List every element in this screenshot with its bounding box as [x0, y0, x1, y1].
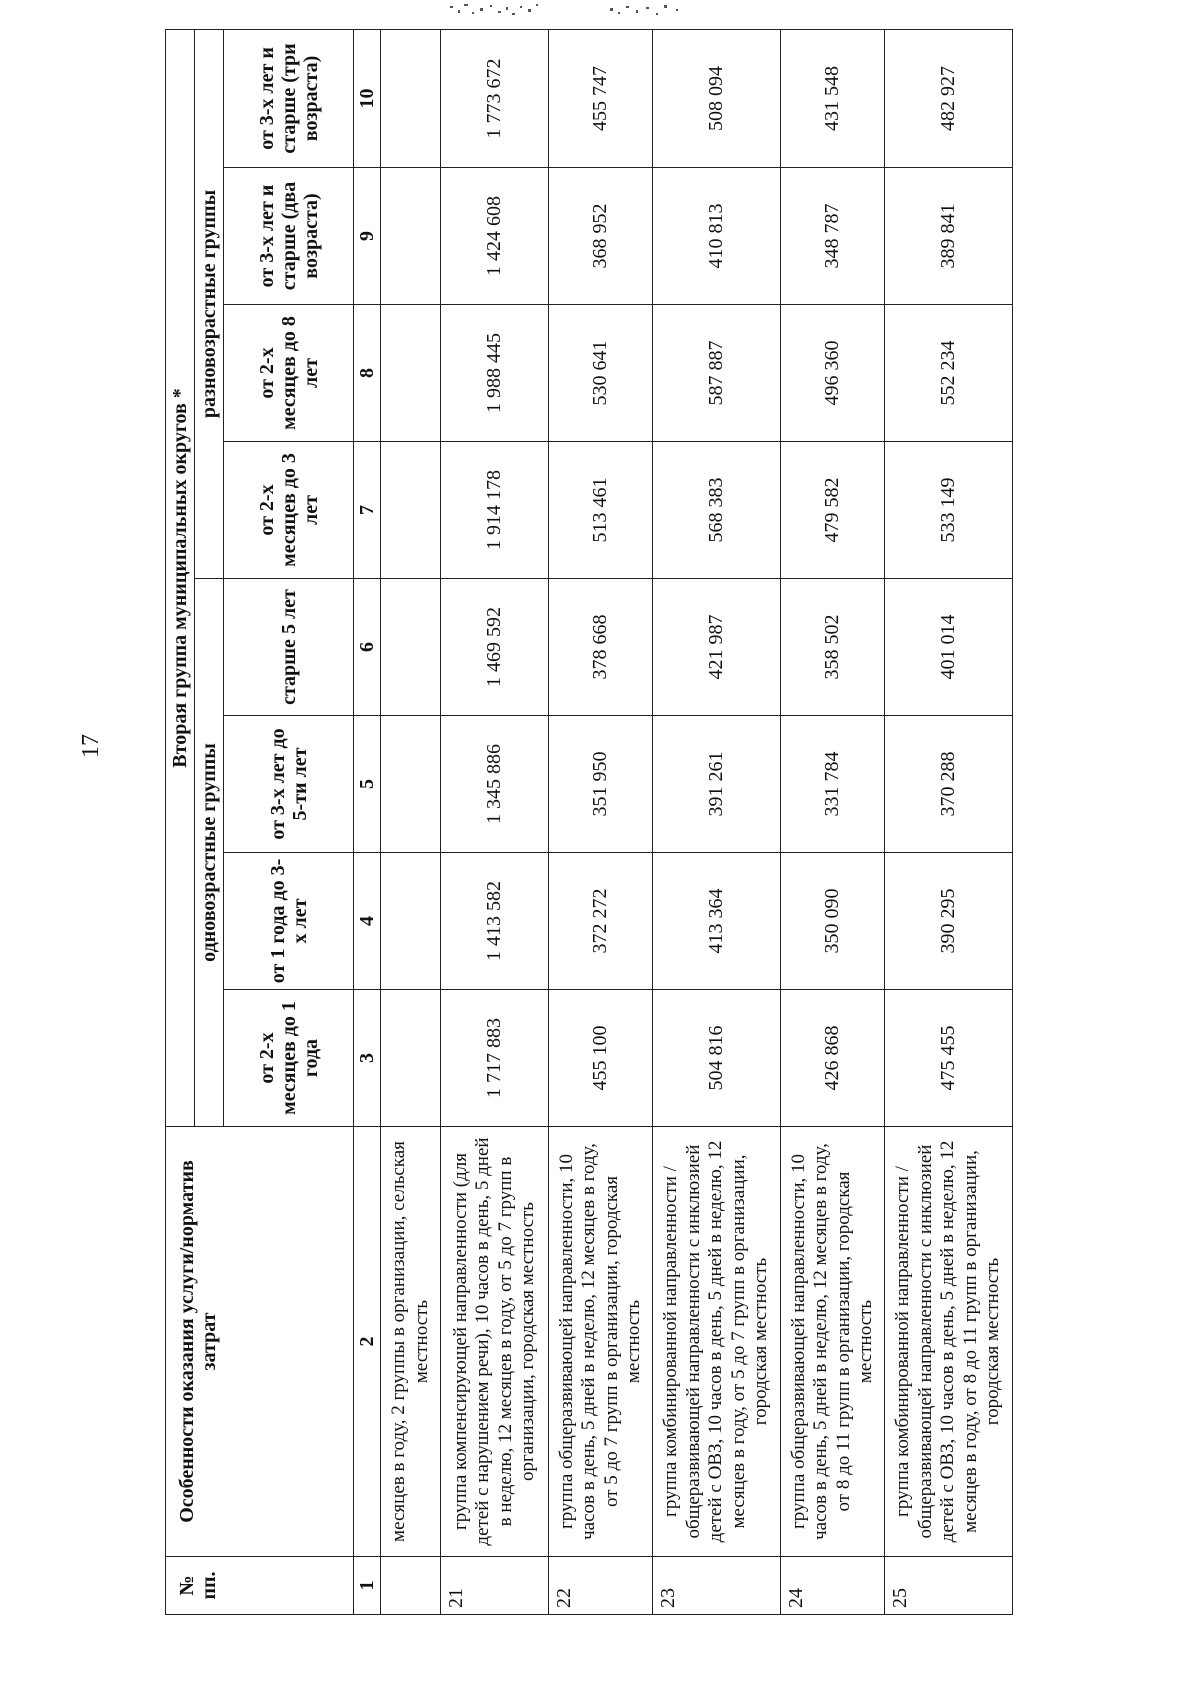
row-description: группа компенсирующей направленности (для детей с нарушением речи), 10 часов в день, 5 дней в неделю, 12 месяцев в году, от 5 до 7 групп в организации, городская местность: [441, 1127, 549, 1557]
value-cell: 390 295: [885, 853, 1013, 990]
header-group: Вторая группа муниципальных округов *: [166, 29, 195, 1126]
row-number: 23: [653, 1557, 781, 1615]
table-row: [441, 29, 549, 1614]
value-cell: 475 455: [885, 990, 1013, 1127]
scan-noise-marks: [450, 0, 780, 30]
header-same-age: одновозрастные группы: [195, 579, 224, 1127]
header-mixed-age: разновозрастные группы: [195, 29, 224, 578]
row-description: группа комбинированной направленности / общеразвивающей направленности с инклюзией детей с ОВЗ, 10 часов в день, 5 дней в неделю, 12 месяцев в году, от 8 до 11 групп в организации, городская местность: [885, 1127, 1013, 1557]
value-cell: 331 784: [781, 716, 885, 853]
value-cell: 552 234: [885, 305, 1013, 442]
column-number: 5: [354, 716, 381, 853]
table-row: [885, 29, 1013, 1614]
row-description: группа общеразвивающей направленности, 10 часов в день, 5 дней в неделю, 12 месяцев в году, от 5 до 7 групп в организации, городская местность: [549, 1127, 653, 1557]
value-cell: 421 987: [653, 579, 781, 716]
value-cell: 1 914 178: [441, 442, 549, 579]
header-col-10: от 3-х лет и старше (три возраста): [224, 29, 354, 167]
column-number: 1: [354, 1557, 381, 1615]
value-cell: 410 813: [653, 168, 781, 305]
column-number: 4: [354, 853, 381, 990]
value-cell: [381, 853, 441, 990]
column-number: 6: [354, 579, 381, 716]
value-cell: 426 868: [781, 990, 885, 1127]
value-cell: [381, 305, 441, 442]
value-cell: 413 364: [653, 853, 781, 990]
column-number: 8: [354, 305, 381, 442]
row-description: группа общеразвивающей направленности, 10 часов в день, 5 дней в неделю, 12 месяцев в году, от 8 до 11 групп в организации, городская местность: [781, 1127, 885, 1557]
row-number: 24: [781, 1557, 885, 1615]
column-number: 7: [354, 442, 381, 579]
rotated-table-container: [165, 30, 1004, 1615]
row-description: группа комбинированной направленности / общеразвивающей направленности с инклюзией детей с ОВЗ, 10 часов в день, 5 дней в неделю, 12 месяцев в году, от 5 до 7 групп в организации, городская местность: [653, 1127, 781, 1557]
value-cell: 1 988 445: [441, 305, 549, 442]
value-cell: 389 841: [885, 168, 1013, 305]
value-cell: 378 668: [549, 579, 653, 716]
value-cell: [381, 579, 441, 716]
value-cell: 431 548: [781, 29, 885, 167]
header-col-6: старше 5 лет: [224, 579, 354, 716]
header-features: Особенности оказания услуги/норматив затрат: [166, 1127, 354, 1557]
row-number: 22: [549, 1557, 653, 1615]
value-cell: 533 149: [885, 442, 1013, 579]
header-col-5: от 3-х лет до 5-ти лет: [224, 716, 354, 853]
value-cell: 370 288: [885, 716, 1013, 853]
header-col-9: от 3-х лет и старше (два возраста): [224, 168, 354, 305]
header-col-8: от 2-х месяцев до 8 лет: [224, 305, 354, 442]
header-col-7: от 2-х месяцев до 3 лет: [224, 442, 354, 579]
table-row: [653, 29, 781, 1614]
value-cell: 513 461: [549, 442, 653, 579]
value-cell: 368 952: [549, 168, 653, 305]
value-cell: 358 502: [781, 579, 885, 716]
column-number: 3: [354, 990, 381, 1127]
value-cell: 348 787: [781, 168, 885, 305]
column-number: 9: [354, 168, 381, 305]
row-number: 25: [885, 1557, 1013, 1615]
cost-norms-table: [165, 29, 1013, 1615]
row-number: 21: [441, 1557, 549, 1615]
header-col-3: от 2-х месяцев до 1 года: [224, 990, 354, 1127]
column-number: 10: [354, 29, 381, 167]
row-number: [381, 1557, 441, 1615]
value-cell: 1 717 883: [441, 990, 549, 1127]
value-cell: 1 424 608: [441, 168, 549, 305]
value-cell: [381, 168, 441, 305]
value-cell: 372 272: [549, 853, 653, 990]
value-cell: 587 887: [653, 305, 781, 442]
table-header: [166, 29, 354, 1614]
value-cell: 1 413 582: [441, 853, 549, 990]
value-cell: 482 927: [885, 29, 1013, 167]
value-cell: 1 345 886: [441, 716, 549, 853]
value-cell: 1 773 672: [441, 29, 549, 167]
column-number: 2: [354, 1127, 381, 1557]
value-cell: 496 360: [781, 305, 885, 442]
header-col-4: от 1 года до 3-х лет: [224, 853, 354, 990]
column-number-row: [354, 29, 381, 1614]
value-cell: [381, 990, 441, 1127]
value-cell: 391 261: [653, 716, 781, 853]
value-cell: 504 816: [653, 990, 781, 1127]
value-cell: [381, 716, 441, 853]
value-cell: [381, 29, 441, 167]
table-row: [549, 29, 653, 1614]
page-number: 17: [78, 734, 104, 758]
value-cell: 455 100: [549, 990, 653, 1127]
table-row: [381, 29, 441, 1614]
value-cell: 401 014: [885, 579, 1013, 716]
table-row: [781, 29, 885, 1614]
value-cell: 350 090: [781, 853, 885, 990]
value-cell: 568 383: [653, 442, 781, 579]
value-cell: 455 747: [549, 29, 653, 167]
value-cell: 479 582: [781, 442, 885, 579]
value-cell: 351 950: [549, 716, 653, 853]
value-cell: [381, 442, 441, 579]
value-cell: 508 094: [653, 29, 781, 167]
header-row-number: № пп.: [166, 1557, 354, 1615]
value-cell: 1 469 592: [441, 579, 549, 716]
value-cell: 530 641: [549, 305, 653, 442]
row-description: месяцев в году, 2 группы в организации, сельская местность: [381, 1127, 441, 1557]
